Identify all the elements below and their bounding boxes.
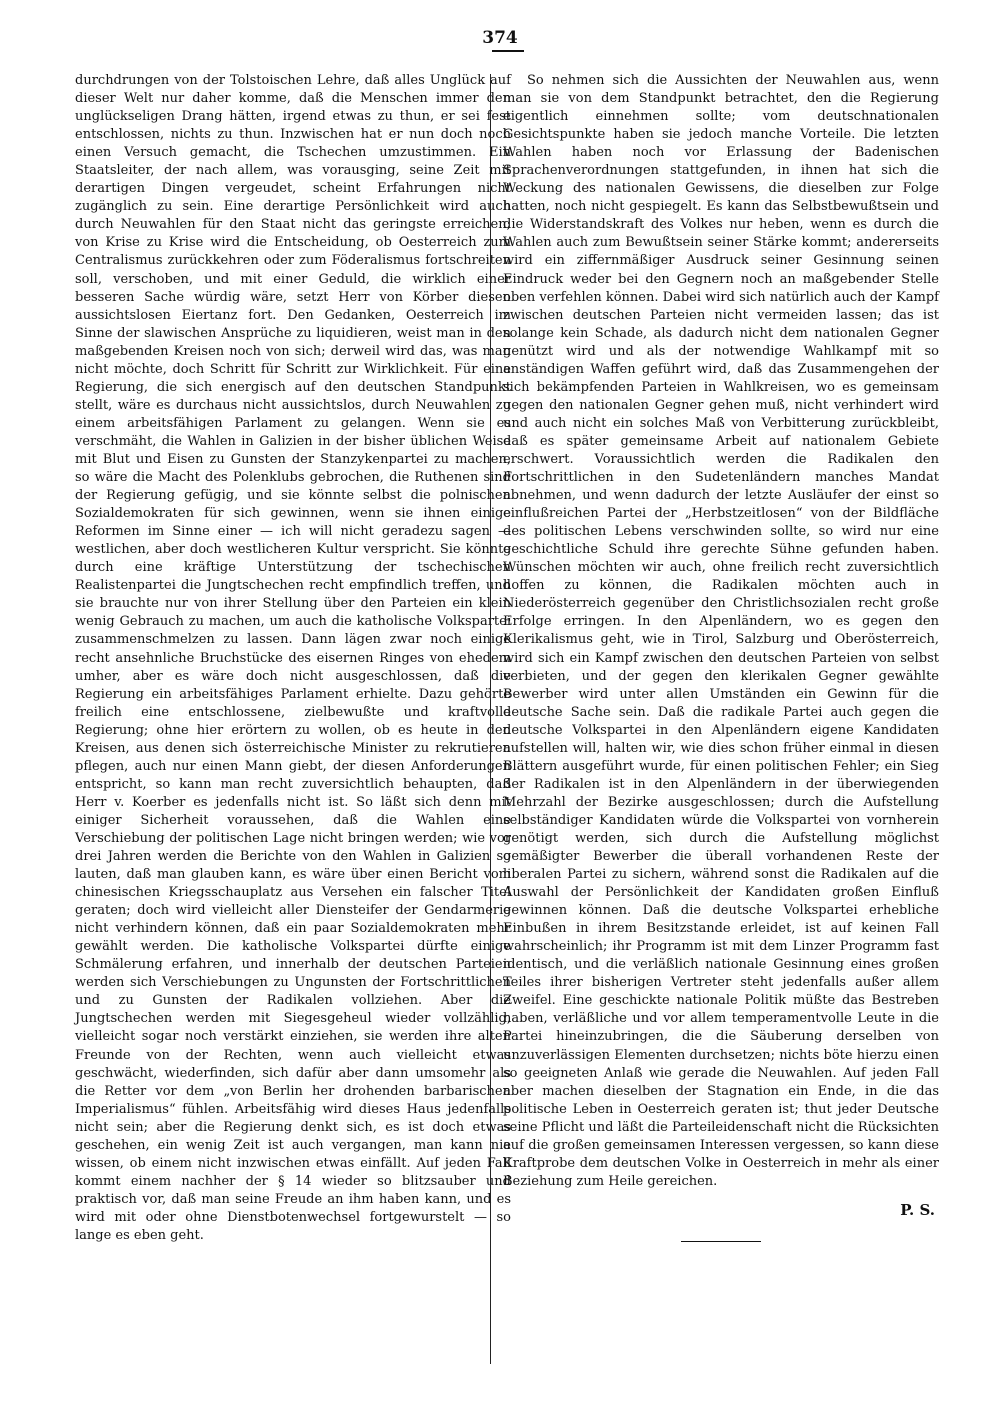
article-paragraph: So nehmen sich die Aussichten der Neuwahlen aus, wenn man sie von dem Standpunkt betrachtet, den die Regierung eigentlich einnehmen sollte; vom deutschnationalen Gesichtspunkte haben sie jedoch manche Vorteile. Die letzten Wahlen haben noch vor Erlassung der Badenischen Sprachenverordnungen stattgefunden, in ihnen hat sich die Weckung des nationalen Gewissens, die dieselben zur Folge hatten, noch nicht gespiegelt. Es kann das Selbstbewußtsein und die Widerstandskraft des Volkes nur heben, wenn es durch die Wahlen auch zum Bewußtsein seiner Stärke kommt; andererseits wird ein ziffernmäßiger Ausdruck seiner Gesinnung seinen Eindruck weder bei den Gegnern noch an maßgebender Stelle oben verfehlen können. Dabei wird sich natürlich auch der Kampf zwischen deutschen Parteien nicht vermeiden lassen; das ist solange kein Schade, als dadurch nicht dem nationalen Gegner genützt wird und als der notwendige Wahlkampf mit so anständigen Waffen geführt wird, daß das Zusammengehen der sich bekämpfenden Parteien in Wahlkreisen, wo es gemeinsam gegen den nationalen Gegner gehen muß, nicht verhindert wird und auch nicht ein solches Maß von Verbitterung zurückbleibt, daß es später gemeinsame Arbeit auf nationalem Gebiete erschwert. Voraussichtlich werden die Radikalen den Fortschrittlichen in den Sudetenländern manches Mandat abnehmen, und wenn dadurch der letzte Ausläufer der einst so einflußreichen Partei der „Herbstzeitlosen“ von der Bildfläche des politischen Lebens verschwinden sollte, so wird nur eine geschichtliche Schuld ihre gerechte Sühne gefunden haben. Wünschen möchten wir auch, ohne freilich recht zuversichtlich hoffen zu können, die Radikalen möchten auch in Niederösterreich gegenüber den Christlichsozialen recht große Erfolge erringen. In den Alpenländern, wo es gegen den Klerikalismus geht, wie in Tirol, Salzburg und Oberösterreich, wird sich ein Kampf zwischen den deutschen Parteien von selbst verbieten, und der gegen den klerikalen Gegner gewählte Bewerber wird unter allen Umständen ein Gewinn für die deutsche Sache sein. Daß die radikale Partei auch gegen die deutsche Volkspartei in den Alpenländern eigene Kandidaten aufstellen will, halten wir, wie dies schon früher einmal in diesen Blättern ausgeführt wurde, für einen politischen Fehler; ein Sieg der Radikalen ist in den Alpenländern in der überwiegenden Mehrzahl der Bezirke ausgeschlossen; durch die Aufstellung selbständiger Kandidaten würde die Volkspartei von vornherein genötigt werden, sich durch die Aufstellung möglichst gemäßigter Bewerber die überall vorhandenen Reste der liberalen Partei zu sichern, während sonst die Radikalen auf die Auswahl der Persönlichkeit der Kandidaten großen Einfluß gewinnen können. Daß die deutsche Volkspartei erhebliche Einbußen in ihrem Besitzstande erleidet, ist auf keinen Fall wahrscheinlich; ihr Programm ist mit dem Linzer Programm fast identisch, und die verläßlich nationale Gesinnung eines großen Teiles ihrer bisherigen Vertreter steht jedenfalls außer allem Zweifel. Eine geschickte nationale Politik müßte das Bestreben haben, verläßliche und vor allem temperamentvolle Leute in die Partei hineinzubringen, die die Säuberung derselben von unzuverlässigen Elementen durchsetzen; nichts böte hierzu einen so geeigneten Anlaß wie gerade die Neuwahlen. Auf jeden Fall aber machen dieselben der Stagnation ein Ende, in die das politische Leben in Oesterreich geraten ist; thut jeder Deutsche seine Pflicht und läßt die Parteileidenschaft nicht die Rücksichten auf die großen gemeinsamen Interessen vergessen, so kann diese Kraftprobe dem deutschen Volke in Oesterreich in mehr als einer Beziehung zum Heile gereichen. (503, 73, 939, 1189)
article-column-left (75, 72, 511, 1245)
column-divider (490, 74, 491, 1364)
page-number: 374 (482, 28, 518, 48)
page-number-rule (492, 50, 524, 52)
article-column-right (503, 72, 939, 1242)
author-signature: P. S. (900, 1200, 935, 1219)
end-rule (681, 1241, 761, 1242)
article-paragraph: durchdrungen von der Tolstoischen Lehre, daß alles Unglück auf dieser Welt nur daher komme, daß die Menschen immer den unglückseligen Drang hätten, irgend etwas zu thun, er sei fest entschlossen, nichts zu thun. Inzwischen hat er nun doch noch einen Versuch gemacht, die Tschechen umzustimmen. Ein Staatsleiter, der nach allem, was vorausging, seine Zeit mit derartigen Dingen vergeudet, scheint Erfahrungen nicht zugänglich zu sein. Eine derartige Persönlichkeit wird auch durch Neuwahlen für den Staat nicht das geringste erreichen; von Krise zu Krise wird die Entscheidung, ob Oesterreich zum Centralismus zurückkehren oder zum Föderalismus fortschreiten soll, verschoben, und mit einer Geduld, die wirklich einer besseren Sache würdig wäre, setzt Herr von Körber diesen aussichtslosen Eiertanz fort. Den Gedanken, Oesterreich im Sinne der slawischen Ansprüche zu liquidieren, weist man in den maßgebenden Kreisen noch von sich; derweil wird das, was man nicht möchte, doch Schritt für Schritt zur Wirklichkeit. Für eine Regierung, die sich energisch auf den deutschen Standpunkt stellt, wäre es durchaus nicht aussichtslos, durch Neuwahlen zu einem arbeitsfähigen Parlament zu gelangen. Wenn sie es verschmäht, die Wahlen in Galizien in der bisher üblichen Weise mit Blut und Eisen zu Gunsten der Stanzykenpartei zu machen, so wäre die Macht des Polenklubs gebrochen, die Ruthenen sind der Regierung gefügig, und sie könnte selbst die polnischen Sozialdemokraten für sich gewinnen, wenn sie ihnen einige Reformen im Sinne einer — ich will nicht geradezu sagen — westlichen, aber doch westlicheren Kultur verspricht. Sie könnte durch eine kräftige Unterstützung der tschechischen Realistenpartei die Jungtschechen recht empfindlich treffen, und sie brauchte nur von ihrer Stellung über den Parteien ein klein wenig Gebrauch zu machen, um auch die katholische Volkspartei zusammenschmelzen zu lassen. Dann lägen zwar noch einige recht ansehnliche Bruchstücke des eisernen Ringes von ehedem umher, aber es wäre doch nicht ausgeschlossen, daß die Regierung ein arbeitsfähiges Parlament erhielte. Dazu gehörte freilich eine entschlossene, zielbewußte und kraftvolle Regierung; ohne hier erörtern zu wollen, ob es heute in den Kreisen, aus denen sich österreichische Minister zu rekrutieren pflegen, auch nur einen Mann giebt, der diesen Anforderungen entspricht, so kann man recht zuversichtlich behaupten, daß Herr v. Koerber es jedenfalls nicht ist. So läßt sich denn mit einiger Sicherheit voraussehen, daß die Wahlen eine Verschiebung der politischen Lage nicht bringen werden; wie vor drei Jahren werden die Berichte von den Wahlen in Galizien so lauten, daß man glauben kann, es wäre über einen Bericht vom chinesischen Kriegsschauplatz aus Versehen ein falscher Titel geraten; doch wird vielleicht aller Diensteifer der Gendarmerie nicht verhindern können, daß ein paar Sozialdemokraten mehr gewählt werden. Die katholische Volkspartei dürfte einige Schmälerung erfahren, und innerhalb der deutschen Parteien werden sich Verschiebungen zu Ungunsten der Fortschrittlichen und zu Gunsten der Radikalen vollziehen. Aber die Jungtschechen werden mit Siegesgeheul wieder vollzählig, vielleicht sogar noch verstärkt einziehen, sie werden ihre alten Freunde von der Rechten, wenn auch vielleicht etwas geschwächt, wiederfinden, sich dafür aber dann umsomehr als die Retter vor dem „von Berlin her drohenden barbarischen Imperialismus“ fühlen. Arbeitsfähig wird dieses Haus jedenfalls nicht sein; aber die Regierung denkt sich, es ist doch etwas geschehen, ein wenig Zeit ist auch vergangen, man kann nie wissen, ob einem nicht inzwischen etwas einfällt. Auf jeden Fall kommt einem nachher der § 14 wieder so blitzsauber und praktisch vor, daß man seine Freude an ihm haben kann, und es wird mit oder ohne Dienstbotenwechsel fortgewurstelt — so lange es eben geht. (75, 73, 511, 1243)
